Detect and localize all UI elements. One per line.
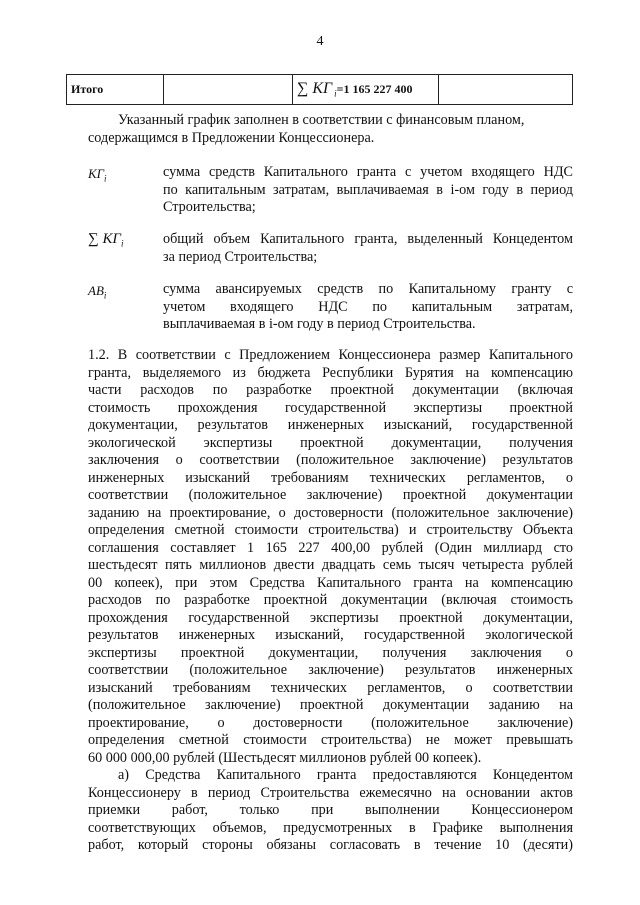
sum-cell (293, 75, 439, 105)
paragraph-line: соглашения составляет 1 165 227 400,00 рублей (Один миллиард сто (88, 539, 573, 556)
paragraph-line: 60 000 000,00 рублей (Шестьдесят миллионов рублей 00 копеек). (88, 749, 482, 766)
definition-line: сумма авансируемых средств по Капитальному гранту с (163, 281, 573, 297)
paragraph-line: определения сметной стоимости строительства) не может превышать (88, 732, 573, 748)
symbol-kg (88, 166, 107, 184)
page-number: 4 (316, 34, 324, 49)
paragraph-line: (положительное заключение) проектной документации заданию на (88, 697, 573, 713)
definition-line: общий объем Капитального гранта, выделенный Концедентом (163, 231, 573, 247)
intro-line: Указанный график заполнен в соответствии с финансовым планом, (118, 112, 525, 128)
paragraph-line: заданию на проектирование, о достоверности (положительное заключение) (88, 504, 573, 521)
paragraph-line: соответствии (положительное заключение) результатов инженерных (88, 662, 573, 678)
subparagraph-a (88, 767, 573, 855)
intro-line: содержащимся в Предложении Концессионера. (88, 129, 375, 146)
symbol-text: АВ (88, 283, 104, 298)
paragraph-line: расходов по разработке проектной документации (включая стоимость (88, 592, 573, 608)
paragraph-line: работ, который стороны обязаны согласовать в течение 10 (десяти) (88, 837, 573, 853)
paragraph-line: гранта, выделяемого из бюджета Республики Бурятия на компенсацию (88, 364, 573, 381)
definition-line: выплачиваемая в i-ом году в период Строительства. (163, 316, 476, 332)
paragraph-line: шестьдесят пять миллионов двести двадцать семь тысяч четыреста рублей (88, 557, 573, 573)
paragraph-line: стоимость прохождения государственной экспертизы проектной (88, 399, 573, 416)
paragraph-line: инженерных изысканий требованиям технических регламентов, о (88, 469, 573, 486)
definition-av (163, 281, 573, 334)
paragraph-line: соответствии (положительное заключение) проектной документации (88, 487, 573, 503)
paragraph-line: Концессионеру в период Строительства ежемесячно на основании актов (88, 784, 573, 801)
paragraph-line: экологической экспертизы проектной документации, получения (88, 434, 573, 451)
symbol-subscript: i (120, 238, 124, 249)
paragraph-line: документации, результатов инженерных изысканий, государственной (88, 417, 573, 433)
symbol-sum-kg (88, 231, 123, 249)
section-1-2-paragraph (88, 347, 573, 767)
total-label: Итого (67, 75, 164, 105)
sum-value: =1 165 227 400 (336, 82, 413, 97)
sum-symbol: ∑ КГ (297, 80, 333, 98)
definition-line: за период Строительства; (163, 248, 318, 265)
definition-line: сумма средств Капитального гранта с учетом входящего НДС (163, 164, 573, 180)
paragraph-line: а) Средства Капитального гранта предоставляются Концедентом (118, 767, 573, 783)
paragraph-line: приемки работ, только при выполнении Концессионером (88, 802, 573, 818)
paragraph-line: части расходов по разработке проектной документации (включая (88, 382, 573, 398)
definition-line: Строительства; (163, 199, 256, 215)
paragraph-line: заключения о соответствии (положительное заключение) результатов (88, 452, 573, 468)
definition-line: учетом входящего НДС по капитальным затратам, (163, 298, 573, 315)
paragraph-line: 00 копеек), при этом Средства Капитального гранта на компенсацию (88, 574, 573, 591)
empty-cell (164, 75, 293, 105)
paragraph-line: 1.2. В соответствии с Предложением Концессионера размер Капитального (88, 347, 573, 363)
definition-line: по капитальным затратам, выплачиваемая в i-ом году в период (163, 181, 573, 198)
paragraph-line: прохождения государственной экспертизы проектной документации, (88, 609, 573, 626)
symbol-text: ∑ КГ (88, 231, 121, 247)
paragraph-line: экспертизы проектной документации, получения заключения о (88, 644, 573, 661)
intro-paragraph (88, 112, 573, 147)
sum-subscript: i (334, 88, 337, 99)
definition-kg (163, 164, 573, 217)
total-table (66, 74, 573, 105)
definition-sum-kg (163, 231, 573, 266)
paragraph-line: изысканий требованиям технических регламентов, о соответствии (88, 679, 573, 696)
symbol-av (88, 283, 106, 301)
paragraph-line: проектирование, о достоверности (положительное заключение) (88, 714, 573, 731)
symbol-subscript: i (104, 173, 107, 184)
table-row (67, 75, 573, 105)
empty-cell (439, 75, 573, 105)
paragraph-line: результатов инженерных изысканий, государственной экологической (88, 627, 573, 643)
symbol-text: КГ (88, 166, 105, 181)
symbol-subscript: i (103, 290, 107, 301)
paragraph-line: определения сметной стоимости строительства) и строительству Объекта (88, 522, 573, 538)
paragraph-line: соответствующих объемов, предусмотренных в Графике выполнения (88, 819, 573, 836)
